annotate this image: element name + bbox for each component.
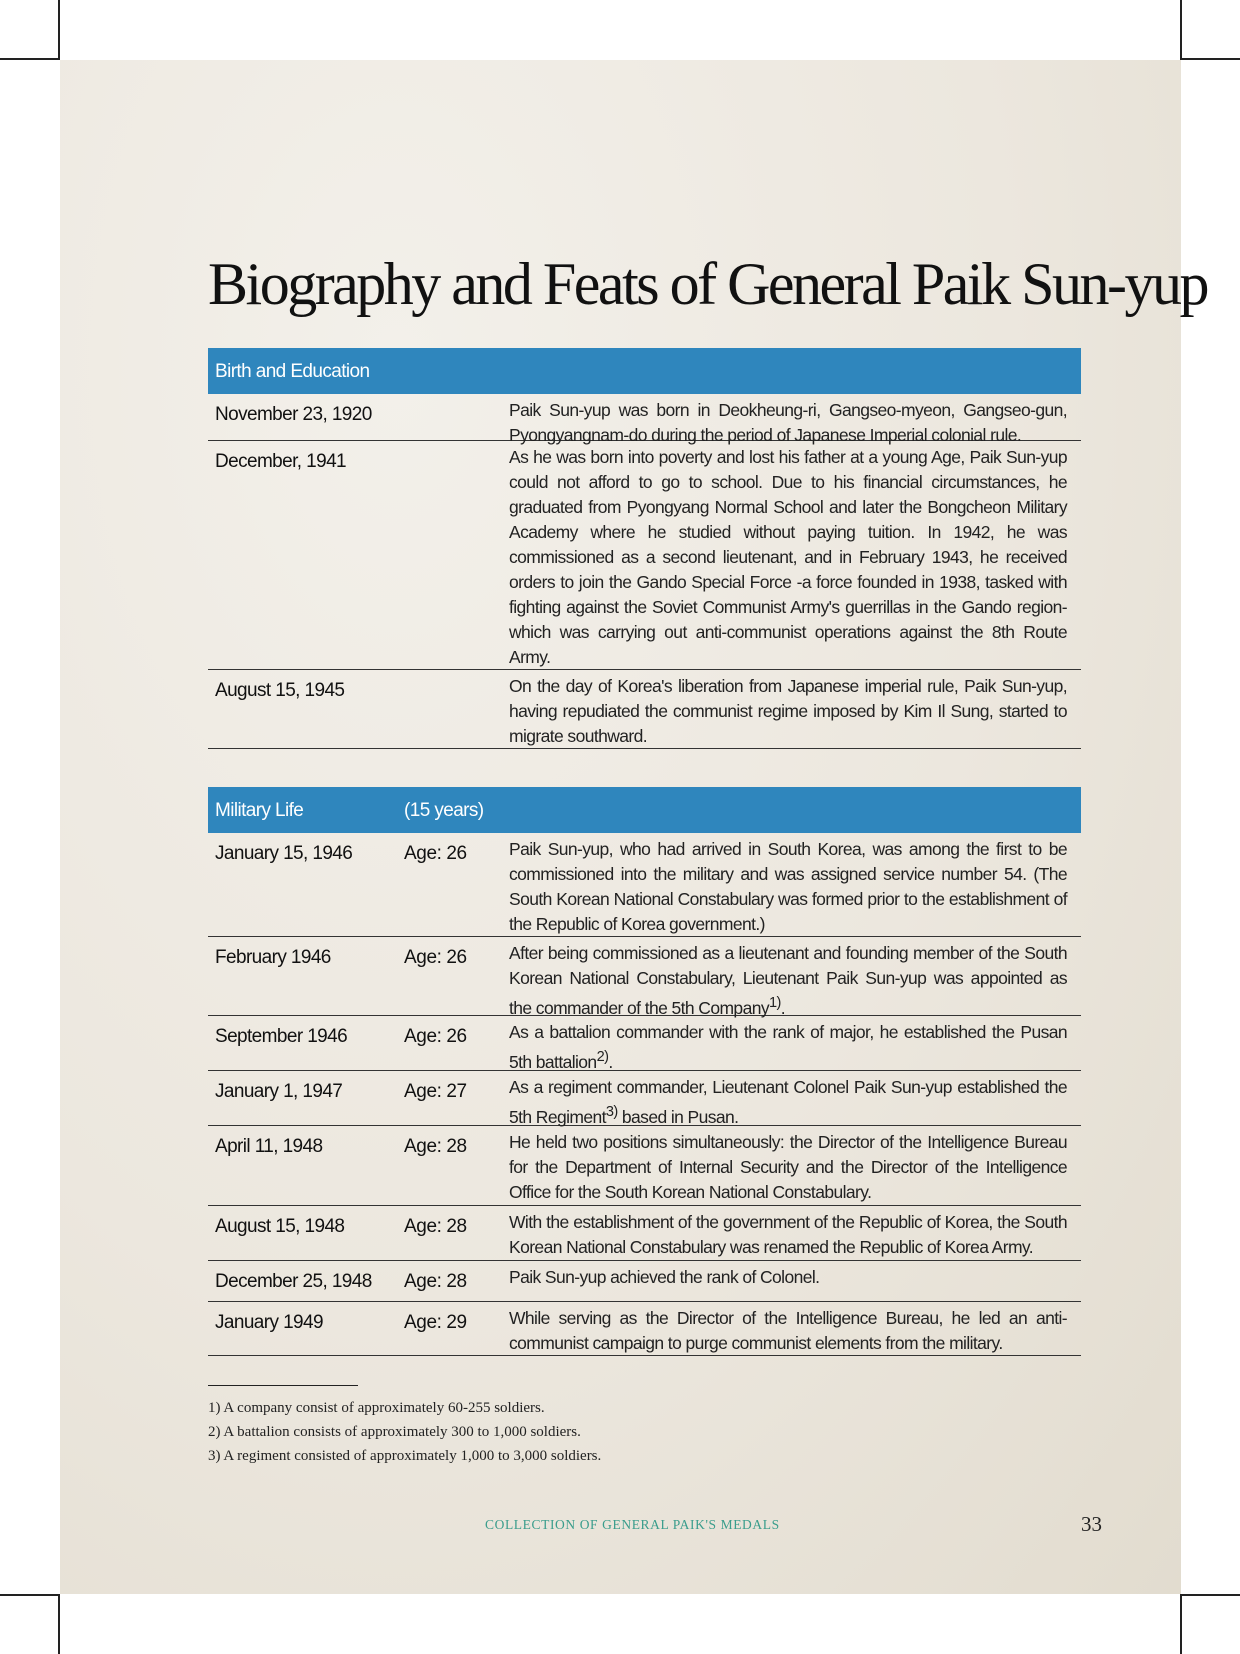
crop-mark [0, 58, 60, 60]
row-description: He held two positions simultaneously: the Director of the Intelligence Bureau for the Department of Internal Security and the Director of the Intelligence Office for the South Korean National Constabulary. [509, 1132, 1067, 1202]
row-date: January 1, 1947 [215, 1081, 343, 1102]
crop-mark [58, 1594, 60, 1654]
row-description-tail: based in Pusan. [617, 1106, 739, 1127]
row-description: As he was born into poverty and lost his father at a young Age, Paik Sun-yup could not afford to go to school. Due to his financial circumstances, he graduated from Pyongyang Normal School and later the Bongcheon Military Academy where he studied without paying tuition. In 1942, he was commissioned as a second lieutenant, and in February 1943, he received orders to join the Gando Special Force -a force founded in 1938, tasked with fighting against the Soviet Communist Army's guerrillas in the Gando region- which was carrying out anti-communist operations against the 8th Route Army. [509, 447, 1067, 667]
row-date: January 15, 1946 [215, 843, 353, 864]
table-row [208, 1126, 1081, 1206]
row-age: Age: 27 [404, 1081, 467, 1102]
row-age: Age: 26 [404, 1026, 467, 1047]
row-age: Age: 28 [404, 1216, 467, 1237]
table-row [208, 1071, 1081, 1126]
crop-mark [1180, 58, 1240, 60]
page-title: Biography and Feats of General Paik Sun-yup [208, 251, 1207, 317]
table-row [208, 833, 1081, 937]
row-description-text: As a battalion commander with the rank of major, he established the Pusan 5th battalion [509, 1022, 1067, 1072]
table-row [208, 1016, 1081, 1071]
row-age: Age: 28 [404, 1136, 467, 1157]
section-header [208, 787, 1081, 833]
row-description: Paik Sun-yup, who had arrived in South Korea, was among the first to be commissioned into the military and was assigned service number 54. (The South Korean National Constabulary was formed prior to the establishment of the Republic of Korea government.) [509, 839, 1067, 934]
footer-label: COLLECTION OF GENERAL PAIK'S MEDALS [485, 1517, 780, 1532]
row-description-text: As a regiment commander, Lieutenant Colonel Paik Sun-yup established the 5th Regiment [509, 1077, 1067, 1127]
row-date: August 15, 1945 [215, 680, 345, 701]
footnote: 1) A company consist of approximately 60-255 soldiers. [208, 1400, 545, 1416]
row-description: On the day of Korea's liberation from Japanese imperial rule, Paik Sun-yup, having repudiated the communist regime imposed by Kim Il Sung, started to migrate southward. [509, 676, 1067, 746]
table-row [208, 670, 1081, 749]
table-row [208, 394, 1081, 445]
row-description: Paik Sun-yup achieved the rank of Colonel. [509, 1267, 820, 1287]
crop-mark [1180, 1594, 1182, 1654]
row-date: February 1946 [215, 947, 331, 968]
section-header-label: Military Life [215, 800, 304, 821]
section-header-label: Birth and Education [215, 361, 370, 382]
row-date: September 1946 [215, 1026, 348, 1047]
footnote: 3) A regiment consisted of approximately 1,000 to 3,000 soldiers. [208, 1448, 602, 1464]
table-row [208, 1302, 1081, 1356]
row-description-tail: . [608, 1051, 613, 1072]
military-life-section [208, 787, 1081, 1356]
row-age: Age: 29 [404, 1312, 467, 1333]
row-description-text: After being commissioned as a lieutenant and founding member of the South Korean National Constabulary, Lieutenant Paik Sun-yup was appointed as the commander of the 5th Company [509, 943, 1067, 1018]
footnotes [208, 1396, 601, 1468]
row-age: Age: 28 [404, 1271, 467, 1292]
row-date: December, 1941 [215, 451, 347, 472]
crop-mark [58, 0, 60, 60]
section-header-note: (15 years) [404, 800, 484, 821]
section-header [208, 348, 1081, 394]
row-description: While serving as the Director of the Intelligence Bureau, he led an anti-communist campaign to purge communist elements from the military. [509, 1308, 1067, 1353]
table-row [208, 937, 1081, 1016]
row-date: December 25, 1948 [215, 1271, 372, 1292]
row-description: With the establishment of the government of the Republic of Korea, the South Korean National Constabulary was renamed the Republic of Korea Army. [509, 1212, 1067, 1257]
footnote: 2) A battalion consists of approximately 300 to 1,000 soldiers. [208, 1424, 581, 1440]
row-date: August 15, 1948 [215, 1216, 345, 1237]
table-row [208, 1261, 1081, 1302]
page-number: 33 [1081, 1512, 1102, 1536]
footnote-divider [208, 1385, 358, 1386]
footnote-ref: 2) [596, 1049, 609, 1065]
row-description [509, 937, 1081, 1026]
row-age: Age: 26 [404, 843, 467, 864]
crop-mark [1180, 1594, 1240, 1596]
crop-mark [0, 1594, 60, 1596]
row-date: April 11, 1948 [215, 1136, 323, 1157]
crop-mark [1180, 0, 1182, 60]
row-description-tail: . [780, 997, 786, 1018]
row-description: Paik Sun-yup was born in Deokheung-ri, Gangseo-myeon, Gangseo-gun, Pyongyangnam-do during the period of Japanese Imperial colonial rule. [509, 400, 1067, 445]
footnote-ref: 1) [768, 995, 781, 1011]
row-age: Age: 26 [404, 947, 467, 968]
table-row [208, 441, 1081, 670]
footnote-ref: 3) [605, 1104, 618, 1120]
row-date: January 1949 [215, 1312, 323, 1333]
table-row [208, 1206, 1081, 1261]
birth-education-section [208, 348, 1081, 749]
row-date: November 23, 1920 [215, 404, 372, 425]
